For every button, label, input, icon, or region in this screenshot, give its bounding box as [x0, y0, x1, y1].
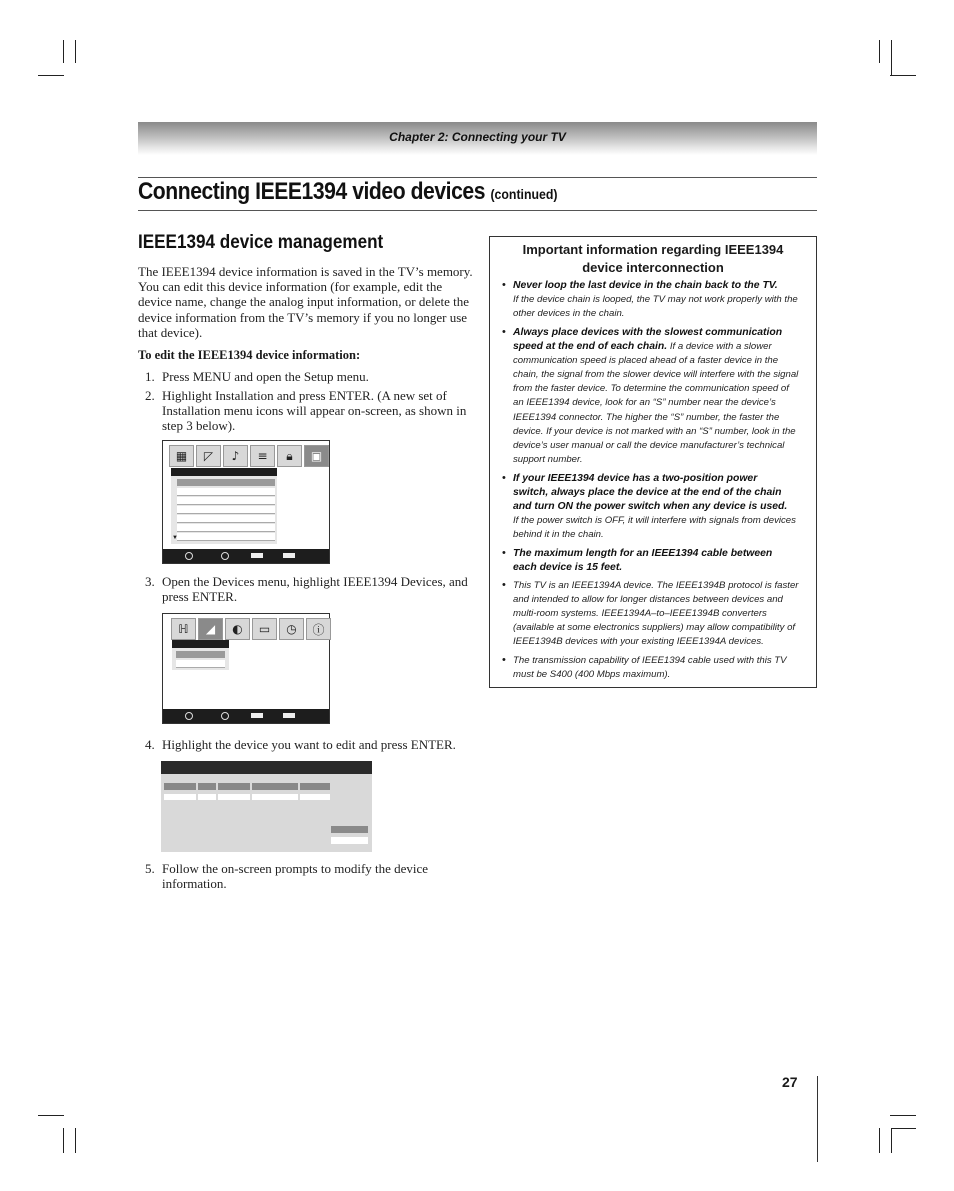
- info-bullet: [513, 547, 807, 575]
- crop-mark: [890, 1115, 916, 1116]
- info-bullet: [513, 579, 807, 649]
- bullet-bold: and turn ON the power switch when any device is used.: [513, 501, 788, 513]
- bullet-line: This TV is an IEEE1394A device. The IEEE1394B protocol is faster: [513, 580, 799, 591]
- intro-paragraph: [138, 264, 473, 340]
- menu-nav-bar: [163, 709, 329, 723]
- info-title-line: Important information regarding IEEE1394: [522, 242, 784, 257]
- bullet-bold: The maximum length for an IEEE1394 cable between: [513, 548, 773, 559]
- step-line: Highlight Installation and press ENTER. (A new set of: [162, 388, 447, 403]
- bullet-line: device. If your device is not marked with an “S” number, look in the: [513, 425, 796, 437]
- menu-item: [177, 497, 275, 505]
- step-line: step 3 below).: [162, 418, 236, 434]
- bullet-line: communication speed is placed ahead of a faster device in the: [513, 355, 779, 367]
- page-title-text: Connecting IEEE1394 video devices: [138, 178, 486, 205]
- menu-title-bar: [171, 468, 277, 476]
- step-line: Follow the on-screen prompts to modify the device: [162, 861, 429, 876]
- step-number: 1.: [145, 369, 155, 384]
- intro-line: device name, change the analog input information, or delete the: [138, 294, 470, 310]
- info-bullet: [513, 472, 807, 542]
- bullet-line: chain, the signal from the slower device will interfere with the signal: [513, 369, 799, 381]
- menu-item-highlighted: [177, 479, 275, 486]
- list-icon: ≡: [250, 445, 275, 467]
- crop-mark: [879, 40, 880, 63]
- step-line: Installation menu icons will appear on-screen, as shown in: [162, 403, 467, 419]
- nav-pill-icon: [251, 553, 263, 558]
- step-text: [162, 574, 468, 604]
- bullet-line: behind it in the chain.: [513, 529, 604, 541]
- procedure-heading: To edit the IEEE1394 device information:: [138, 348, 361, 362]
- intro-line: that device).: [138, 324, 203, 340]
- section-heading: IEEE1394 device management: [138, 232, 384, 253]
- bullet-icon: •: [502, 579, 506, 591]
- crop-mark: [890, 75, 916, 76]
- crop-mark: [63, 1128, 64, 1153]
- step-line: Press MENU and open the Setup menu.: [162, 369, 369, 384]
- bullet-icon: •: [502, 326, 506, 338]
- menu-icon-row: [169, 445, 329, 467]
- bullet-bold: speed at the end of each chain.: [513, 341, 668, 353]
- option-highlighted: [331, 826, 368, 833]
- bullet-line: other devices in the chain.: [513, 308, 625, 320]
- crop-mark: [891, 1128, 916, 1129]
- step-line: Highlight the device you want to edit and press ENTER.: [162, 737, 456, 752]
- menu-item: [177, 533, 275, 541]
- bullet-icon: •: [502, 472, 506, 484]
- scroll-arrow-icon: ▼: [172, 535, 178, 541]
- bullet-line: (available at some electronics suppliers) may allow compatibility of: [513, 622, 796, 634]
- menu-icon-row: [171, 618, 331, 640]
- disc-icon: ◐: [225, 618, 250, 640]
- info-bullet: [513, 326, 807, 467]
- info-box-title: [500, 241, 806, 277]
- bullet-line: IEEE1394 connector. The higher the “S” number, the faster the: [513, 411, 780, 423]
- step-number: 5.: [145, 861, 155, 876]
- bullet-line: from the faster device. To determine the communication speed of: [513, 383, 789, 395]
- bullet-bold: If your IEEE1394 device has a two-position power: [513, 473, 758, 484]
- bullet-line: IEEE1394B devices with your existing IEEE1394A devices.: [513, 636, 764, 648]
- bullet-line: If a device with a slower: [669, 341, 772, 353]
- bullet-line: If the power switch is OFF, it will interfere with signals from devices: [513, 515, 796, 527]
- picture-icon: ▦: [169, 445, 194, 467]
- bullet-icon: •: [502, 547, 506, 559]
- bullet-line: multi-room systems. IEEE1394A–to–IEEE1394B converters: [513, 608, 767, 620]
- menu-item: [177, 488, 275, 496]
- nav-dot-icon: [185, 552, 193, 560]
- crop-mark: [891, 40, 892, 76]
- step-line: press ENTER.: [162, 589, 238, 605]
- crop-mark: [879, 1128, 880, 1153]
- page-title-suffix: (continued): [490, 186, 558, 202]
- info-icon: ⓘ: [306, 618, 331, 640]
- title-bottom-rule: [138, 210, 817, 211]
- column-header: [300, 783, 330, 790]
- bullet-bold: switch, always place the device at the end of the chain: [513, 487, 782, 499]
- nav-pill-icon: [283, 713, 295, 718]
- bullet-icon: •: [502, 654, 506, 666]
- step-line: Open the Devices menu, highlight IEEE1394 Devices, and: [162, 574, 468, 589]
- column-header: [218, 783, 250, 790]
- info-bullet: [513, 654, 807, 682]
- device-list-screenshot: [161, 761, 372, 852]
- crop-mark: [38, 1115, 64, 1116]
- info-bullet: [513, 279, 807, 321]
- setup-menu-screenshot: [162, 440, 330, 564]
- bullet-icon: •: [502, 279, 506, 291]
- crop-mark: [75, 40, 76, 63]
- chapter-header-bar: [138, 122, 817, 155]
- crop-mark: [38, 75, 64, 76]
- column-header: [164, 783, 196, 790]
- bullet-line: support number.: [513, 453, 583, 465]
- device-icon: ◢: [198, 618, 223, 640]
- bullet-line: and intended to allow for longer distances between devices and: [513, 594, 783, 606]
- step-text: [162, 369, 369, 384]
- device-list-title-bar: [161, 761, 372, 774]
- page-number: 27: [782, 1074, 798, 1090]
- column-header: [252, 783, 298, 790]
- nav-pill-icon: [251, 713, 263, 718]
- device-row: [198, 794, 216, 800]
- tv-icon: ▭: [252, 618, 277, 640]
- intro-line: The IEEE1394 device information is saved in the TV’s memory.: [138, 264, 473, 279]
- menu-item: [177, 524, 275, 532]
- nav-dot-icon: [185, 712, 193, 720]
- step-text: [162, 861, 428, 891]
- page-number-rule: [817, 1076, 818, 1162]
- device-row: [252, 794, 298, 800]
- bullet-bold: each device is 15 feet.: [513, 562, 623, 574]
- menu-item-highlighted: [176, 651, 225, 658]
- devices-menu-screenshot: [162, 613, 330, 724]
- nav-dot-icon: [221, 712, 229, 720]
- clock-icon: ◷: [279, 618, 304, 640]
- device-row: [218, 794, 250, 800]
- step-number: 4.: [145, 737, 155, 752]
- bullet-line: must be S400 (400 Mbps maximum).: [513, 669, 671, 681]
- bullet-line: If the device chain is looped, the TV may not work properly with the: [513, 294, 798, 306]
- bullet-line: The transmission capability of IEEE1394 cable used with this TV: [513, 655, 787, 666]
- setup-menu-icon: ▣: [304, 445, 329, 467]
- info-title-line: device interconnection: [582, 260, 724, 275]
- crop-mark: [891, 1128, 892, 1153]
- important-info-box: [489, 236, 817, 688]
- bullet-bold: Never loop the last device in the chain back to the TV.: [513, 280, 778, 291]
- chapter-header: Chapter 2: Connecting your TV: [389, 130, 566, 144]
- menu-item: [177, 506, 275, 514]
- step-text: [162, 388, 466, 434]
- crop-mark: [63, 40, 64, 63]
- menu-item: [177, 515, 275, 523]
- option-item: [331, 837, 368, 844]
- nav-pill-icon: [283, 553, 295, 558]
- step-text: [162, 737, 456, 752]
- device-row: [300, 794, 330, 800]
- column-header: [198, 783, 216, 790]
- bullet-bold: Always place devices with the slowest communication: [513, 327, 783, 338]
- bullet-line: an IEEE1394 device, look for an “S” number near the device’s: [513, 397, 776, 409]
- screen-icon: ◸: [196, 445, 221, 467]
- nav-dot-icon: [221, 552, 229, 560]
- page-title: [138, 178, 558, 206]
- step-number: 2.: [145, 388, 155, 403]
- lock-icon: 🔒︎: [277, 445, 302, 467]
- intro-line: You can edit this device information (for example, edit the: [138, 279, 443, 295]
- menu-title-bar: [172, 640, 229, 648]
- crop-mark: [75, 1128, 76, 1153]
- menu-nav-bar: [163, 549, 329, 563]
- music-note-icon: ♪: [223, 445, 248, 467]
- device-row: [164, 794, 196, 800]
- intro-line: device information from the TV’s memory if you no longer use: [138, 309, 468, 325]
- antenna-icon: ℍ: [171, 618, 196, 640]
- step-line: information.: [162, 876, 227, 892]
- step-number: 3.: [145, 574, 155, 589]
- bullet-line: device’s user manual or call the device manufacturer’s technical: [513, 439, 785, 451]
- menu-item: [176, 660, 225, 668]
